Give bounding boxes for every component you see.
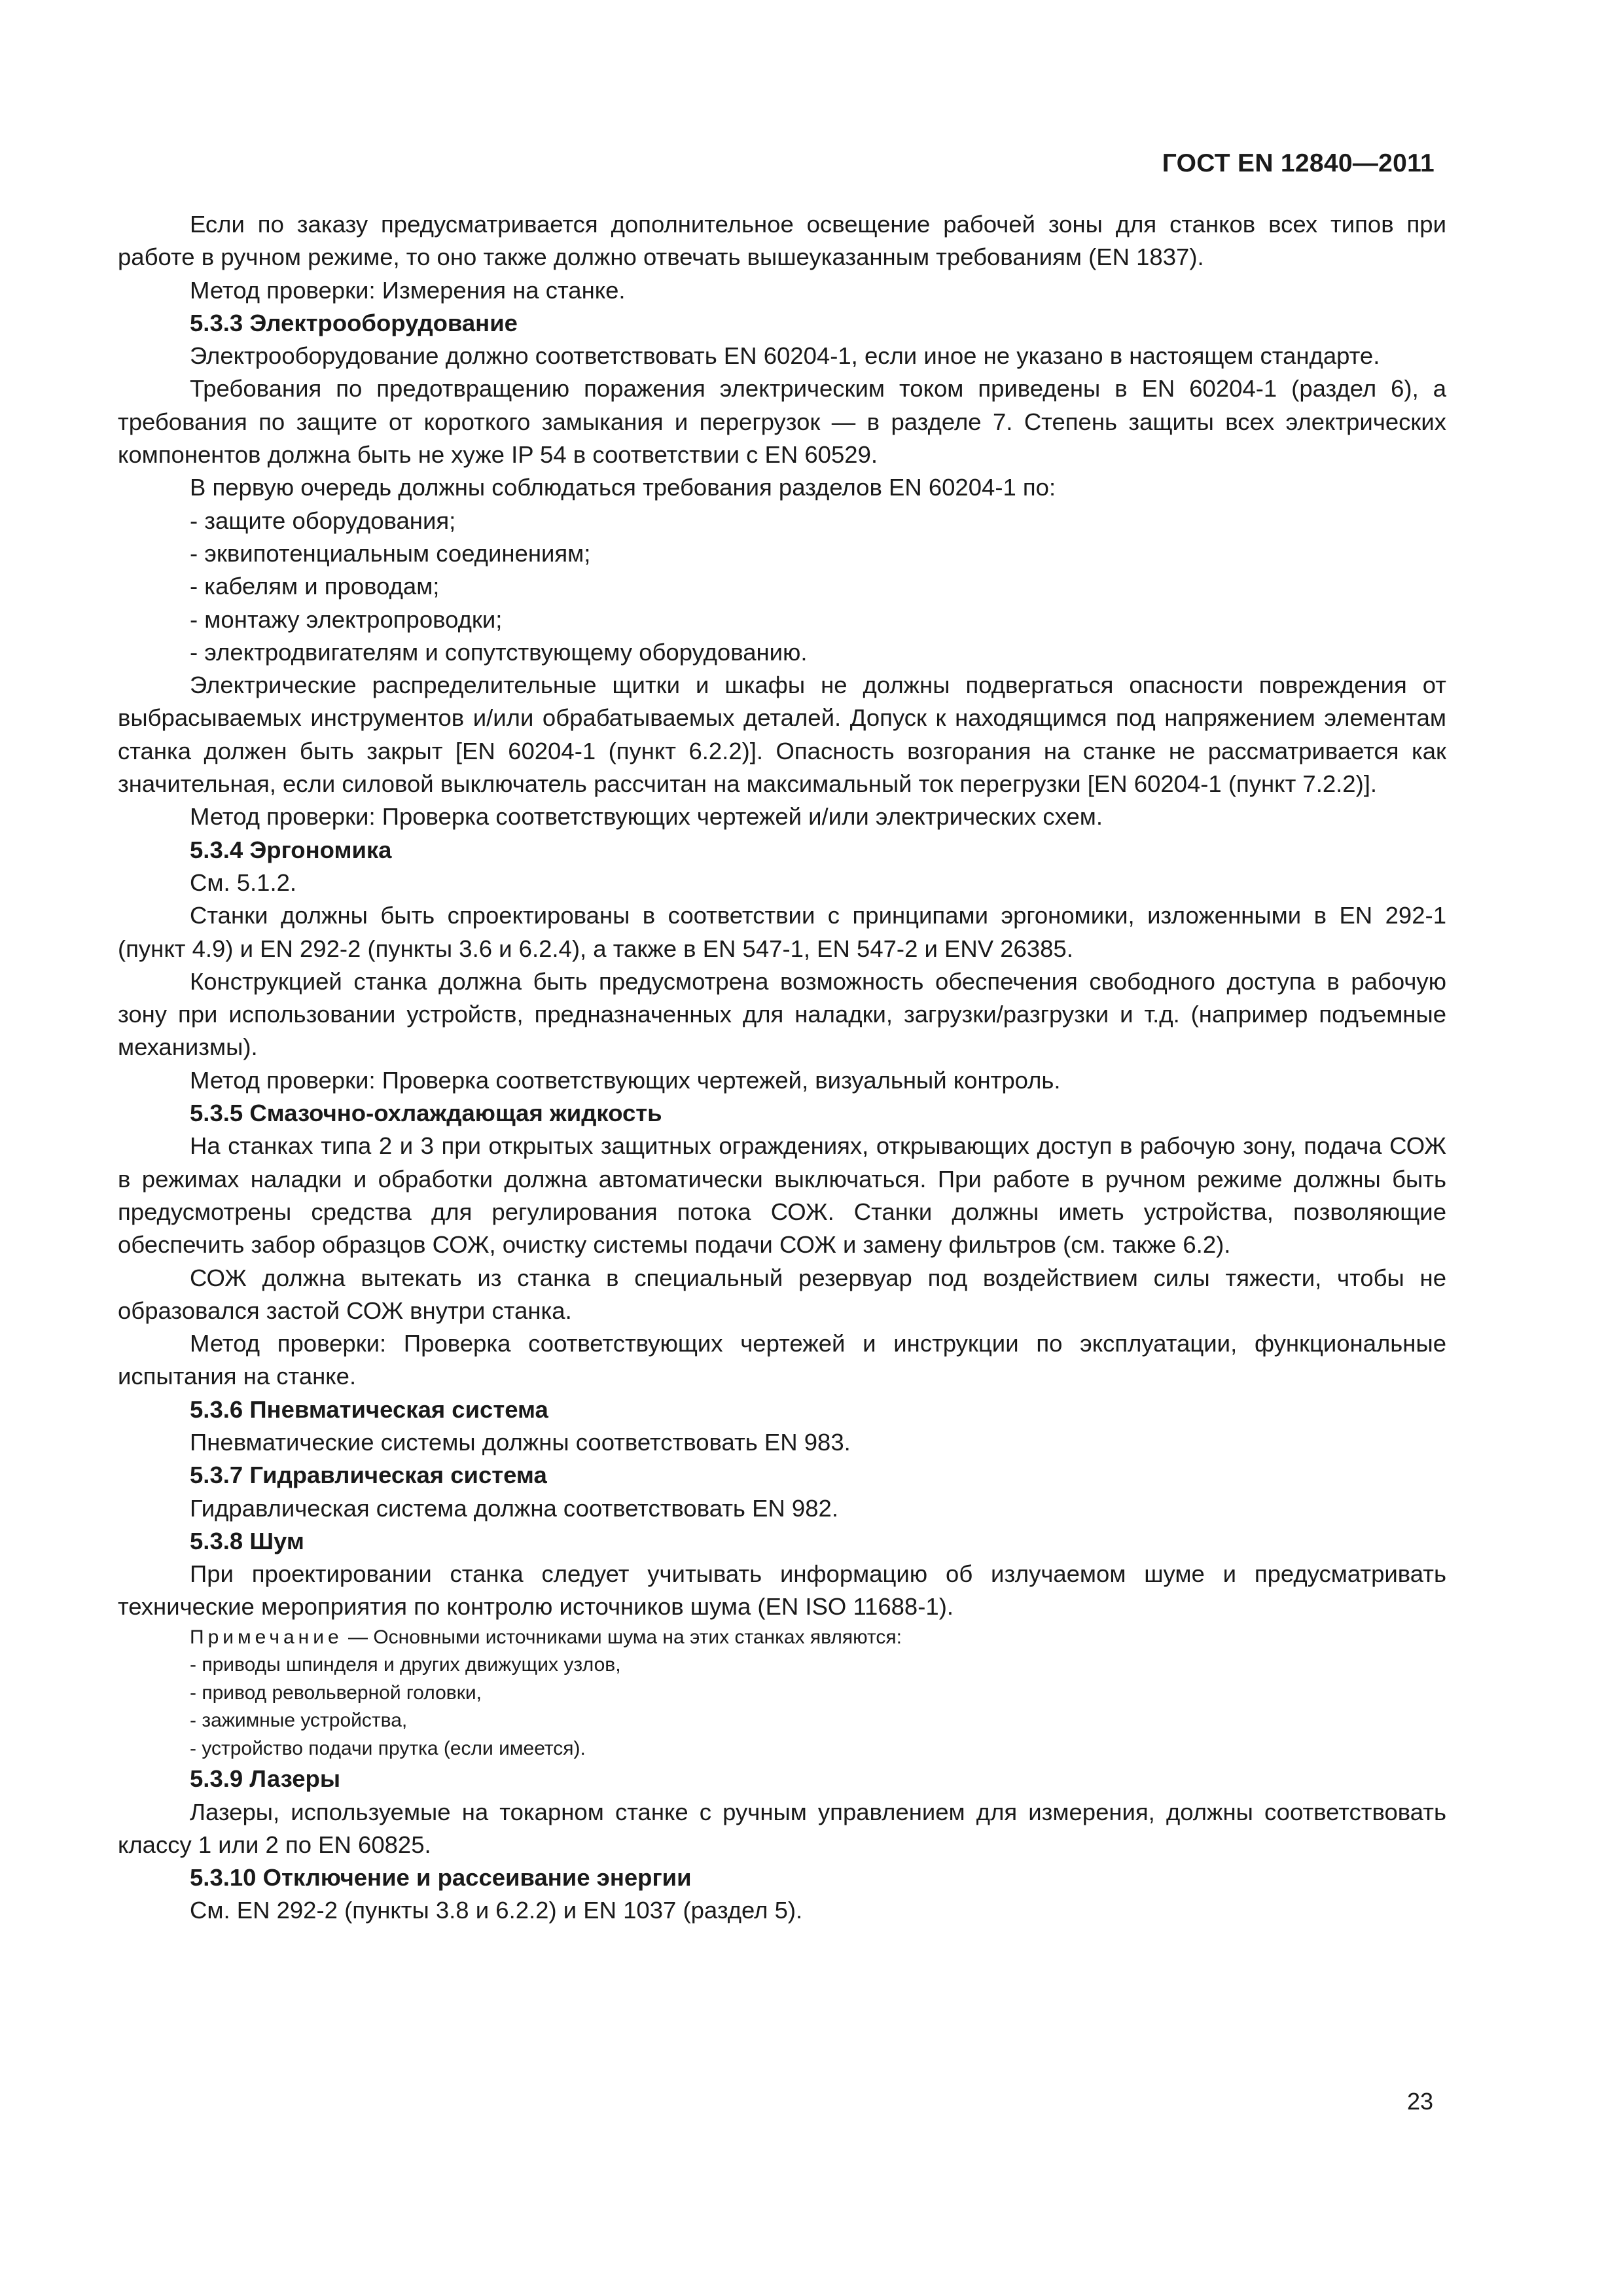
paragraph: См. 5.1.2. xyxy=(190,869,297,896)
paragraph: Электрооборудование должно соответствовать EN 60204-1, если иное не указано в настоящем стандарте. xyxy=(190,342,1380,370)
paragraph: Метод проверки: Проверка соответствующих чертежей и/или электрических схем. xyxy=(190,803,1103,831)
section-heading-5-3-6: 5.3.6 Пневматическая система xyxy=(190,1395,548,1423)
paragraph: Требования по предотвращению поражения электрическим током приведены в EN 60204-1 (раздел 6), а требования по защите от короткого замыкания и перегрузок — в разделе 7. Степень защиты всех электрических компонентов должна быть не хуже IP 54 в соответствии с EN 60529. xyxy=(118,375,1446,469)
paragraph: Метод проверки: Измерения на станке. xyxy=(190,276,626,304)
paragraph: При проектировании станка следует учитывать информацию об излучаемом шуме и предусматривать технические мероприятия по контролю источников шума (EN ISO 11688-1). xyxy=(118,1560,1446,1621)
list-item: - кабелям и проводам; xyxy=(190,573,440,600)
paragraph: Гидравлическая система должна соответствовать EN 982. xyxy=(190,1494,838,1522)
paragraph: Пневматические системы должны соответствовать EN 983. xyxy=(190,1428,851,1456)
note-list-item: - привод револьверной головки, xyxy=(190,1681,482,1704)
section-heading-5-3-3: 5.3.3 Электрооборудование xyxy=(190,309,518,336)
paragraph: Метод проверки: Проверка соответствующих чертежей и инструкции по эксплуатации, функциональные испытания на станке. xyxy=(118,1330,1446,1390)
paragraph: СОЖ должна вытекать из станка в специальный резервуар под воздействием силы тяжести, чтобы не образовался застой СОЖ внутри станка. xyxy=(118,1264,1446,1324)
note-list-item: - зажимные устройства, xyxy=(190,1710,408,1732)
page-number: 23 xyxy=(1406,2088,1433,2115)
note-list-item: - устройство подачи прутка (если имеется). xyxy=(190,1737,586,1759)
section-heading-5-3-10: 5.3.10 Отключение и рассеивание энергии xyxy=(190,1864,692,1892)
section-heading-5-3-7: 5.3.7 Гидравлическая система xyxy=(190,1462,547,1489)
paragraph: Станки должны быть спроектированы в соответствии с принципами эргономики, изложенными в EN 292-1 (пункт 4.9) и EN 292-2 (пункты 3.6 и 6.2.4), а также в EN 547-1, EN 547-2 и ENV 26385. xyxy=(118,902,1446,962)
list-item: - защите оборудования; xyxy=(190,507,456,534)
note-list-item: - приводы шпинделя и других движущих узлов, xyxy=(190,1654,621,1676)
document-header: ГОСТ EN 12840—2011 xyxy=(1162,149,1435,177)
list-item: - электродвигателям и сопутствующему оборудованию. xyxy=(190,638,808,666)
list-item: - эквипотенциальным соединениям; xyxy=(190,539,591,567)
paragraph: Лазеры, используемые на токарном станке с ручным управлением для измерения, должны соответствовать классу 1 или 2 по EN 60825. xyxy=(118,1798,1446,1858)
paragraph: На станках типа 2 и 3 при открытых защитных ограждениях, открывающих доступ в рабочую зону, подача СОЖ в режимах наладки и обработки должна автоматически выключаться. При работе в ручном режиме должны быть предусмотрены средства для регулирования потока СОЖ. Станки должны иметь устройства, позволяющие обеспечить забор образцов СОЖ, очистку системы подачи СОЖ и замену фильтров (см. также 6.2). xyxy=(118,1132,1446,1259)
note-text: — Основными источниками шума на этих станках являются: xyxy=(342,1626,902,1648)
note-label: Примечание xyxy=(190,1626,343,1648)
paragraph: См. EN 292-2 (пункты 3.8 и 6.2.2) и EN 1037 (раздел 5). xyxy=(190,1897,803,1924)
section-heading-5-3-8: 5.3.8 Шум xyxy=(190,1527,304,1554)
paragraph: Метод проверки: Проверка соответствующих чертежей, визуальный контроль. xyxy=(190,1066,1061,1094)
paragraph: Электрические распределительные щитки и шкафы не должны подвергаться опасности повреждения от выбрасываемых инструментов и/или обрабатываемых деталей. Допуск к находящимся под напряжением элементам станка должен быть закрыт [EN 60204-1 (пункт 6.2.2)]. Опасность возгорания на станке не рассматривается как значительная, если силовой выключатель рассчитан на максимальный ток перегрузки [EN 60204-1 (пункт 7.2.2)]. xyxy=(118,672,1446,798)
paragraph: Конструкцией станка должна быть предусмотрена возможность обеспечения свободного доступа в рабочую зону при использовании устройств, предназначенных для наладки, загрузки/разгрузки и т.д. (например подъемные механизмы). xyxy=(118,967,1446,1061)
paragraph: В первую очередь должны соблюдаться требования разделов EN 60204-1 по: xyxy=(190,474,1056,501)
note-paragraph xyxy=(118,1624,1446,1652)
document-body xyxy=(118,208,1446,1928)
section-heading-5-3-9: 5.3.9 Лазеры xyxy=(190,1765,341,1793)
section-heading-5-3-5: 5.3.5 Смазочно-охлаждающая жидкость xyxy=(190,1100,662,1127)
paragraph: Если по заказу предусматривается дополнительное освещение рабочей зоны для станков всех типов при работе в ручном режиме, то оно также должно отвечать вышеуказанным требованиям (EN 1837). xyxy=(118,211,1446,271)
section-heading-5-3-4: 5.3.4 Эргономика xyxy=(190,836,392,863)
list-item: - монтажу электропроводки; xyxy=(190,605,503,633)
